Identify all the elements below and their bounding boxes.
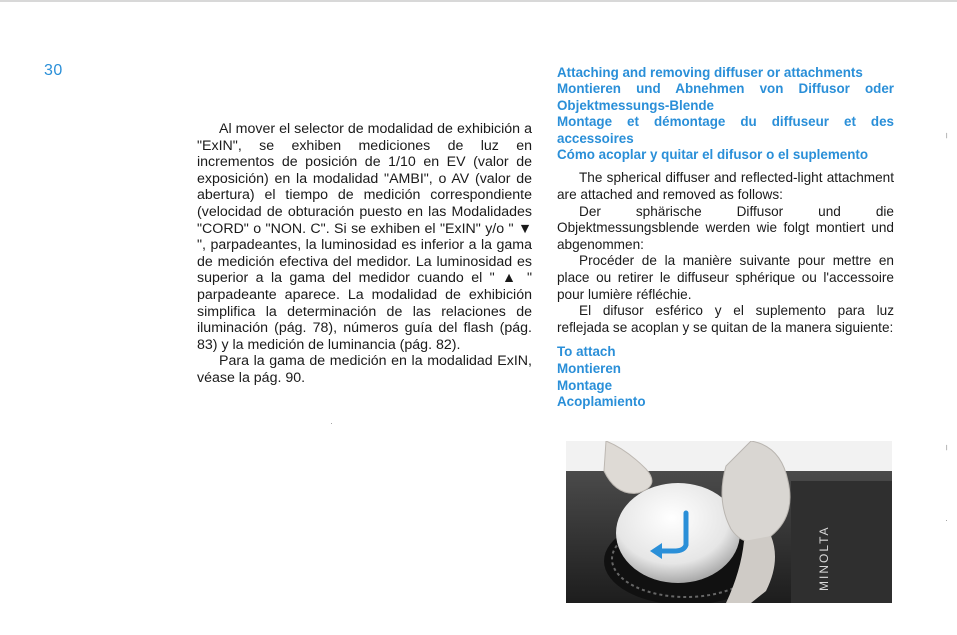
photo-brand-text: MINOLTA <box>817 525 831 591</box>
label-to-attach-french: Montage <box>557 377 613 393</box>
spanish-exin-text <box>197 121 532 387</box>
paragraph-exin-range-reference: Para la gama de medición en la modalidad ExIN, véase la pág. 90. <box>197 353 532 386</box>
top-edge-rule <box>0 0 957 2</box>
heading-spanish: Cómo acoplar y quitar el difusor o el suplemento <box>557 147 869 163</box>
to-attach-labels <box>557 344 894 410</box>
photo-illustration <box>566 441 892 603</box>
margin-mark: · <box>945 515 948 525</box>
diffuser-attach-photo <box>566 441 892 603</box>
page-number: 30 <box>44 62 63 79</box>
heading-german: Montieren und Abnehmen von Diffusor oder Objektmessungs-Blende <box>557 81 894 113</box>
margin-mark: ╷ <box>944 128 950 138</box>
label-to-attach-spanish: Acoplamiento <box>557 394 646 410</box>
paragraph-german: Der sphärische Diffusor und die Objektmessungsblende werden wie folgt montiert und abgenommen: <box>557 203 894 252</box>
paragraph-french: Procéder de la manière suivante pour mettre en place ou retirer le diffuseur sphérique ou l'accessoire pour lumière réfléchie. <box>557 253 894 302</box>
attachment-instructions <box>557 170 894 336</box>
label-to-attach-english: To attach <box>557 344 616 360</box>
meter-side-panel <box>791 481 892 603</box>
margin-mark: · <box>330 418 333 428</box>
spherical-diffuser <box>616 483 740 583</box>
attachment-section <box>557 65 894 411</box>
margin-mark: ╷ <box>944 440 950 450</box>
heading-english: Attaching and removing diffuser or attachments <box>557 65 863 80</box>
paragraph-exin-description: Al mover el selector de modalidad de exhibición a "ExIN", se exhiben mediciones de luz en incrementos de posición de 1/10 en EV (valor de exposición) en la modalidad "AMBI", o AV (valor de abertura) el tiempo de medición correspondiente (velocidad de obturación puesto en las Modalidades "CORD" o "NON. C". Si se exhiben el "ExIN" y/o " ▼ ", parpadeantes, la luminosidad es inferior a la gama de medición efectiva del medidor. La luminosidad es superior a la gama del medidor cuando el " ▲ " parpadeante aparece. La modalidad de exhibición simplifica la determinación de las relaciones de iluminación (pág. 78), números guía del flash (pág. 83) y la medición de luminancia (pág. 82). <box>197 121 532 353</box>
paragraph-english: The spherical diffuser and reflected-light attachment are attached and removed as follows: <box>557 170 894 203</box>
paragraph-spanish: El difusor esférico y el suplemento para luz reflejada se acoplan y se quitan de la manera siguiente: <box>557 303 894 335</box>
label-to-attach-german: Montieren <box>557 360 621 376</box>
heading-french: Montage et démontage du diffuseur et des accessoires <box>557 114 894 146</box>
